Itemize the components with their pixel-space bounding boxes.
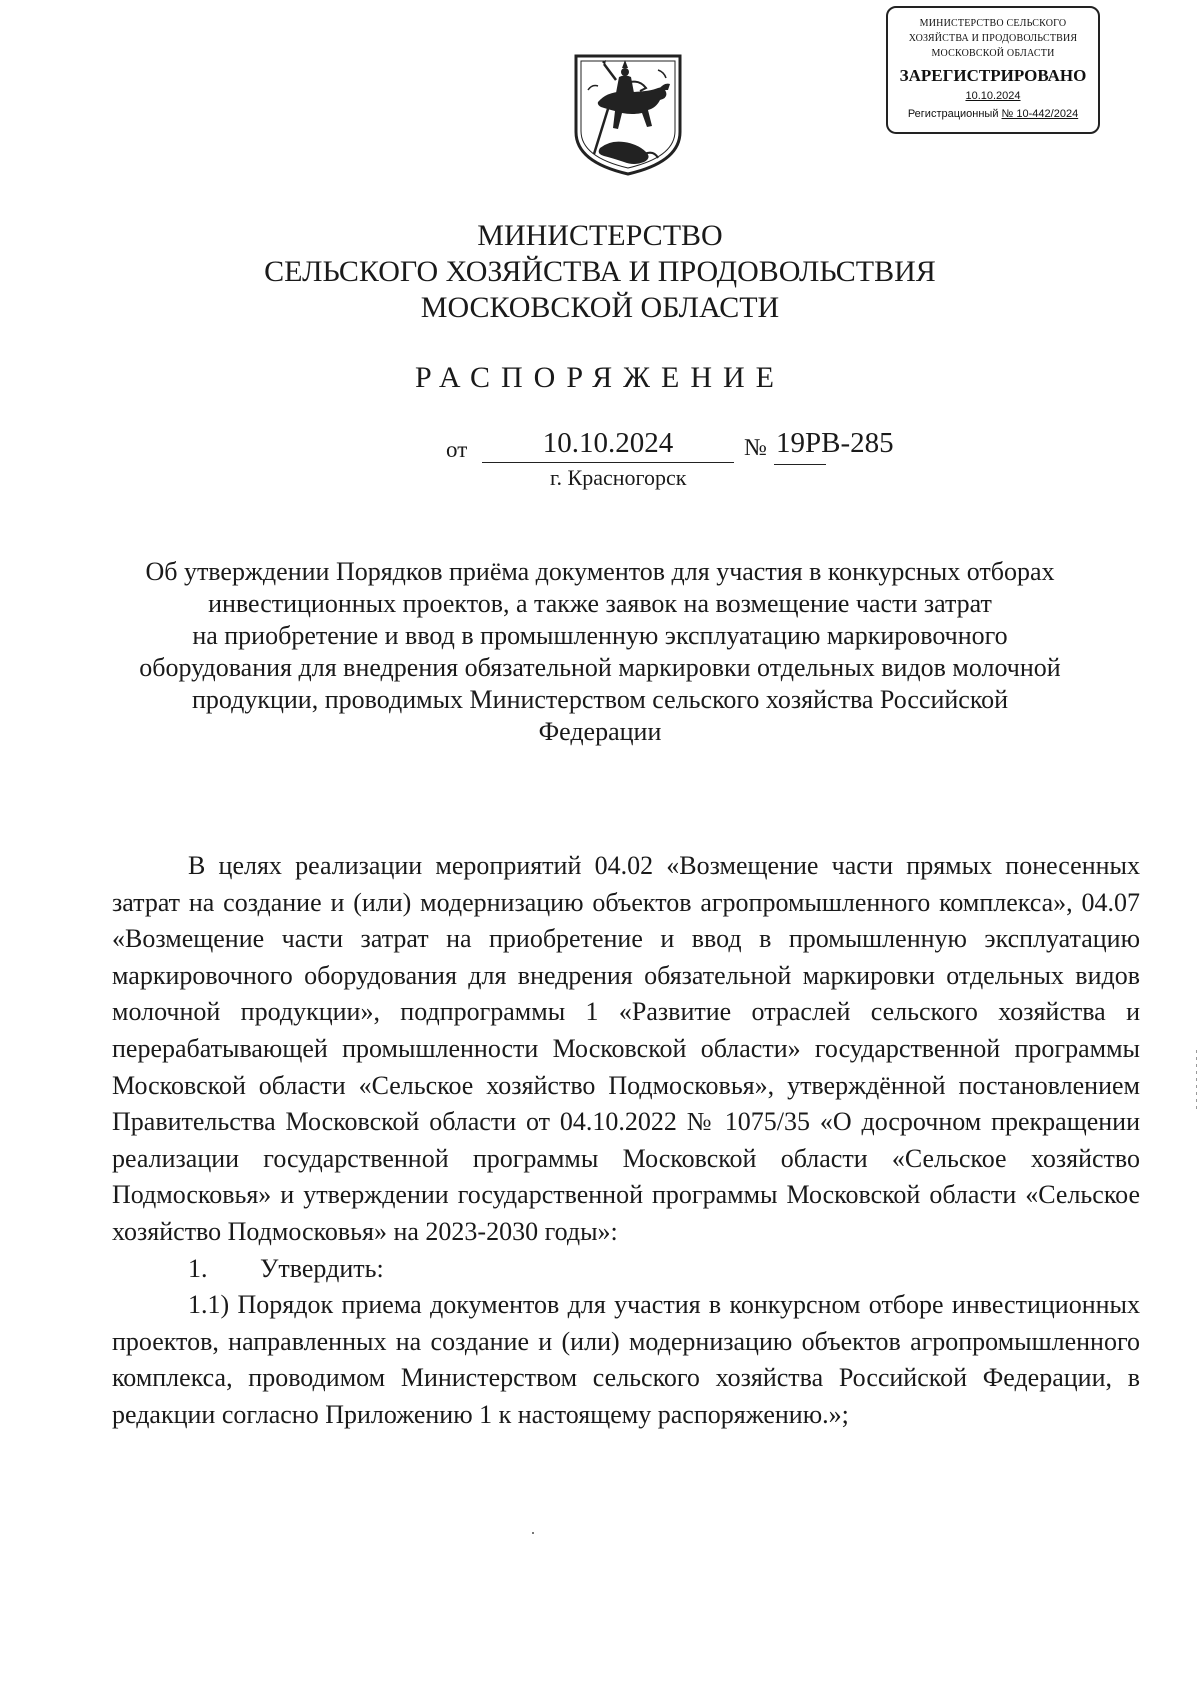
number-underline (774, 464, 826, 465)
scan-artifact (532, 1532, 534, 1534)
subject-line: на приобретение и ввод в промышленную эксплуатацию маркировочного (192, 621, 1008, 650)
item-1-number: 1. (188, 1253, 208, 1283)
document-subject (100, 556, 1100, 748)
city: г. Красногорск (550, 465, 687, 490)
stamp-reg-number: № 10-442/2024 (1001, 108, 1079, 120)
document-number: 19РВ-285 (776, 427, 894, 459)
item-1-text: Утвердить: (260, 1253, 384, 1283)
ministry-name (0, 218, 1200, 326)
subject-line: Об утверждении Порядков приёма документов для участия в конкурсных отборах (145, 557, 1055, 586)
ministry-line-3: МОСКОВСКОЙ ОБЛАСТИ (420, 291, 780, 324)
moscow-oblast-coat-of-arms-icon (572, 50, 684, 178)
stamp-reg-label: Регистрационный (907, 108, 999, 120)
stamp-date: 10.10.2024 (965, 90, 1021, 102)
ministry-line-2: СЕЛЬСКОГО ХОЗЯЙСТВА И ПРОДОВОЛЬСТВИЯ (264, 255, 936, 288)
scan-edge-artifact (1196, 1050, 1197, 1110)
item-1-1-paragraph: 1.1) Порядок приема документов для участия в конкурсном отборе инвестиционных проектов, направленных на создание и (или) модернизацию объектов агропромышленного комплекса, проводимом Министерством сельского хозяйства Российской Федерации, в редакции согласно Приложению 1 к настоящему распоряжению.»; (112, 1290, 1140, 1429)
stamp-registration (888, 106, 1098, 123)
from-label: от (446, 437, 468, 462)
stamp-ministry-line-3: МОСКОВСКОЙ ОБЛАСТИ (931, 48, 1055, 59)
stamp-ministry-line-2: ХОЗЯЙСТВА И ПРОДОВОЛЬСТВИЯ (908, 33, 1078, 44)
stamp-ministry-line-1: МИНИСТЕРСТВО СЕЛЬСКОГО (919, 18, 1067, 29)
document-type: РАСПОРЯЖЕНИЕ (414, 361, 786, 394)
preamble-paragraph: В целях реализации мероприятий 04.02 «Возмещение части прямых понесенных затрат на создание и (или) модернизацию объектов агропромышленного комплекса», 04.07 «Возмещение части затрат на приобретение и ввод в промышленную эксплуатацию маркировочного оборудования для внедрения обязательной маркировки отдельных видов молочной продукции», подпрограммы 1 «Развитие отраслей сельского хозяйства и перерабатывающей промышленности Московской области» государственной программы Московской области «Сельское хозяйство Подмосковья», утверждённой постановлением Правительства Московской области от 04.10.2022 № 1075/35 «О досрочном прекращении реализации государственной программы Московской области «Сельское хозяйство Подмосковья» и утверждении государственной программы Московской области «Сельское хозяйство Подмосковья» на 2023-2030 годы»: (112, 851, 1140, 1246)
ministry-line-1: МИНИСТЕРСТВО (477, 219, 723, 252)
stamp-status: ЗАРЕГИСТРИРОВАНО (899, 66, 1087, 85)
subject-line: Федерации (538, 717, 662, 746)
document-body (112, 848, 1140, 1434)
registration-stamp (886, 6, 1100, 134)
document-date: 10.10.2024 (482, 424, 734, 463)
subject-line: инвестиционных проектов, а также заявок на возмещение части затрат (208, 589, 992, 618)
subject-line: оборудования для внедрения обязательной маркировки отдельных видов молочной (139, 653, 1061, 682)
item-1 (112, 1251, 1140, 1288)
number-sign: № (744, 435, 767, 461)
subject-line: продукции, проводимых Министерством сельского хозяйства Российской (191, 685, 1009, 714)
